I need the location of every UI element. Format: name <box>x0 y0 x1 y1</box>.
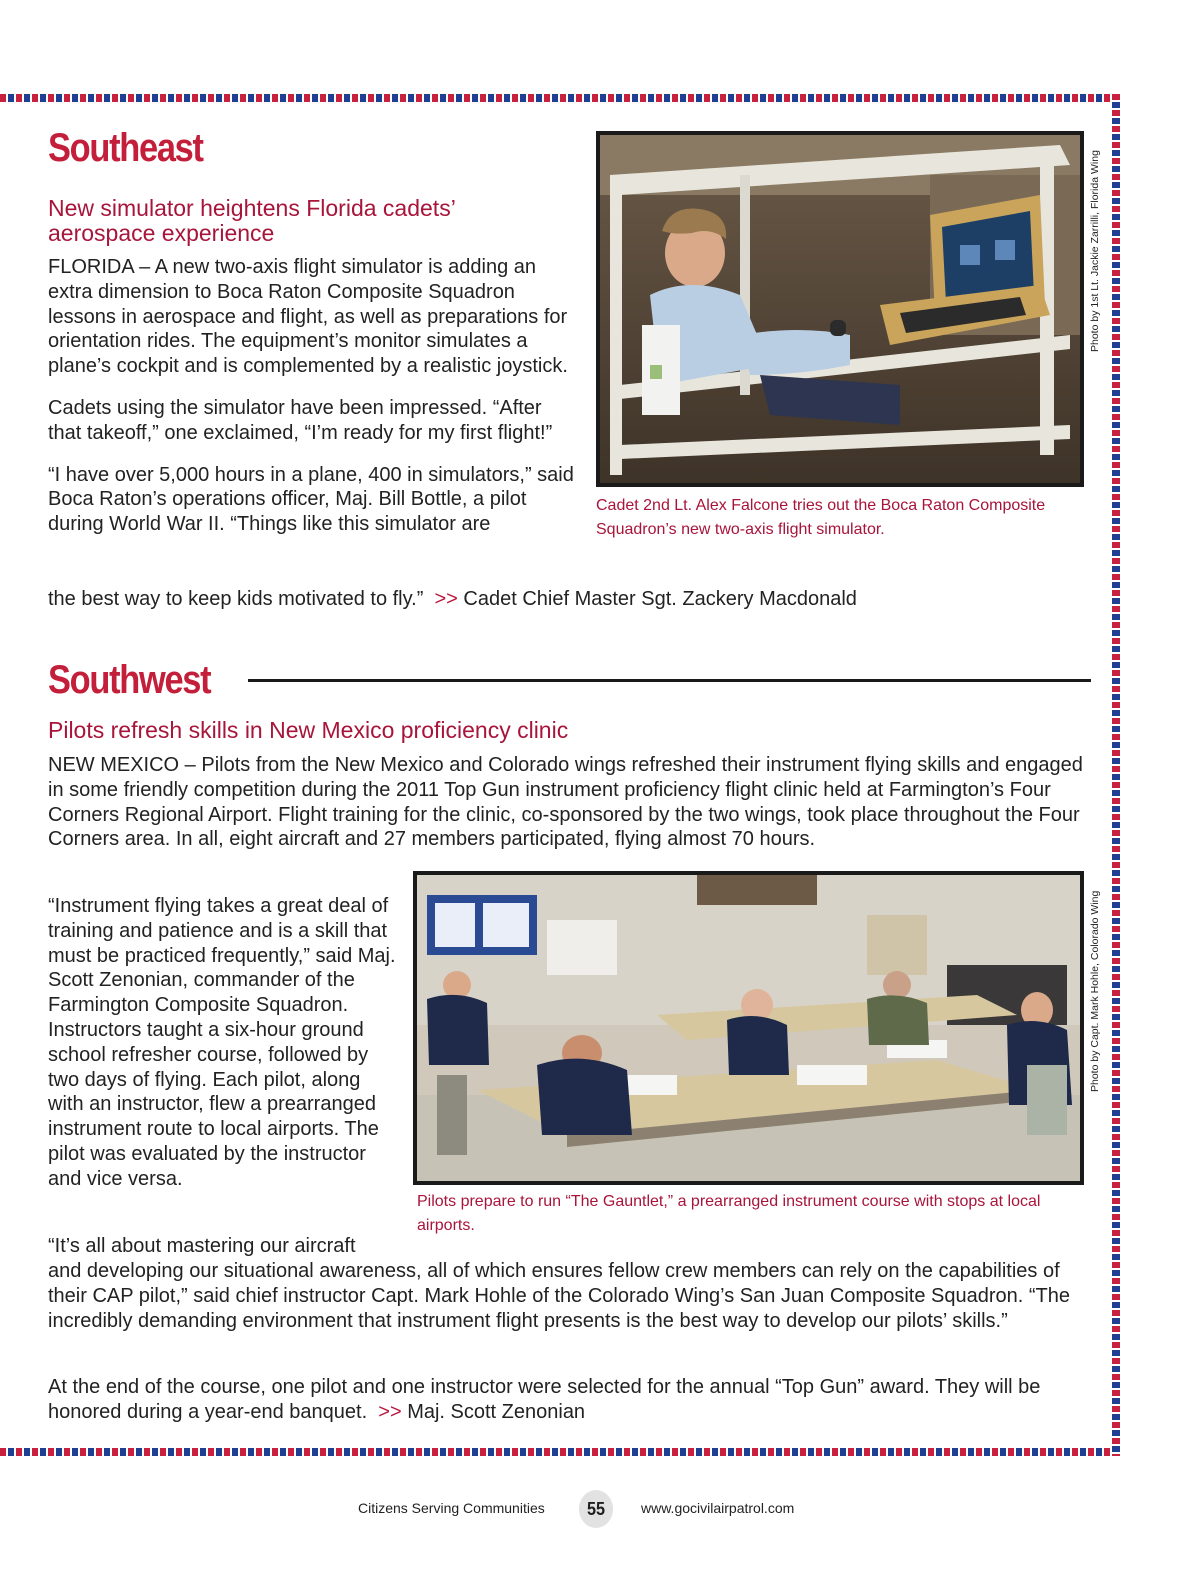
byline: Maj. Scott Zenonian <box>407 1400 586 1423</box>
byline-marker: >> <box>434 588 458 610</box>
article-last-line-southeast <box>48 587 1098 612</box>
photo-credit-southeast: Photo by 1st Lt. Jackie Zarrilli, Florida Wing <box>1089 150 1101 352</box>
photo-credit-southwest: Photo by Capt. Mark Hohle, Colorado Wing <box>1089 890 1101 1092</box>
photo-flight-simulator <box>596 131 1084 487</box>
article-narrow-paragraph-southwest: “Instrument flying takes a great deal of training and patience and is a skill that must be practiced frequently,” said Maj. Scott Zenonian, commander of the Farmington Composite Squadron. Instructors taught a six-hour ground school refresher course, followed by two days of flying. Each pilot, along with an instructor, flew a prearranged instrument route to local airports. The pilot was evaluated by the instructor and vice versa. <box>48 895 396 1190</box>
page-border-bottom <box>0 1448 1120 1456</box>
paragraph-end: the best way to keep kids motivated to fly.” <box>48 588 424 610</box>
paragraph: At the end of the course, one pilot and one instructor were selected for the annual “Top Gun” award. They will be honored during a year-end banquet. <box>48 1376 1041 1423</box>
section-rule-southwest <box>248 679 1091 682</box>
footer-website: www.gocivilairpatrol.com <box>641 1500 795 1516</box>
page-number: 55 <box>579 1490 613 1528</box>
page-border-top <box>0 94 1120 102</box>
photo-caption-southeast: Cadet 2nd Lt. Alex Falcone tries out the Boca Raton Composite Squadron’s new two-axis flight simulator. <box>596 497 1046 538</box>
article-headline-southwest: Pilots refresh skills in New Mexico proficiency clinic <box>48 717 569 743</box>
section-title-southwest: Southwest <box>48 658 211 702</box>
photo-classroom <box>413 871 1084 1185</box>
article-quote-rest-southwest: and developing our situational awareness, all of which ensures fellow crew members can rely on the capabilities of their CAP pilot,” said chief instructor Capt. Mark Hohle of the Colorado Wing’s San Juan Composite Squadron. “The incredibly demanding environment that instrument flight presents is the best way to develop our pilots’ skills.” <box>48 1260 1070 1332</box>
section-title-southeast: Southeast <box>48 126 203 170</box>
article-closing-southwest <box>48 1375 1094 1425</box>
paragraph: Cadets using the simulator have been impressed. “After that takeoff,” one exclaimed, “I’m ready for my first flight!” <box>48 396 553 444</box>
article-quote-start-southwest: “It’s all about mastering our aircraft <box>48 1235 356 1257</box>
photo-classroom-image <box>417 875 1080 1181</box>
photo-caption-southwest: Pilots prepare to run “The Gauntlet,” a prearranged instrument course with stops at local airports. <box>417 1193 1041 1234</box>
photo-flight-simulator-image <box>600 135 1080 483</box>
paragraph: FLORIDA – A new two-axis flight simulator is adding an extra dimension to Boca Raton Composite Squadron lessons in aerospace and flight, as well as preparations for orientation rides. The equipment’s monitor simulates a plane’s cockpit and is complemented by a realistic joystick. <box>48 256 568 378</box>
byline-marker: >> <box>378 1400 402 1423</box>
article-intro-southwest: NEW MEXICO – Pilots from the New Mexico and Colorado wings refreshed their instrument flying skills and engaged in some friendly competition during the 2011 Top Gun instrument proficiency flight clinic held at Farmington’s Four Corners Regional Airport. Flight training for the clinic, co-sponsored by the two wings, took place throughout the Four Corners area. In all, eight aircraft and 27 members participated, flying almost 70 hours. <box>48 754 1083 851</box>
article-headline-southeast: New simulator heightens Florida cadets’ aerospace experience <box>48 195 455 246</box>
page-border-right <box>1112 94 1120 1456</box>
byline: Cadet Chief Master Sgt. Zackery Macdonald <box>463 588 857 610</box>
footer-tagline: Citizens Serving Communities <box>358 1500 545 1516</box>
article-body-southeast <box>48 255 576 537</box>
paragraph: “I have over 5,000 hours in a plane, 400 in simulators,” said Boca Raton’s operations officer, Maj. Bill Bottle, a pilot during World War II. “Things like this simulator are <box>48 463 574 536</box>
